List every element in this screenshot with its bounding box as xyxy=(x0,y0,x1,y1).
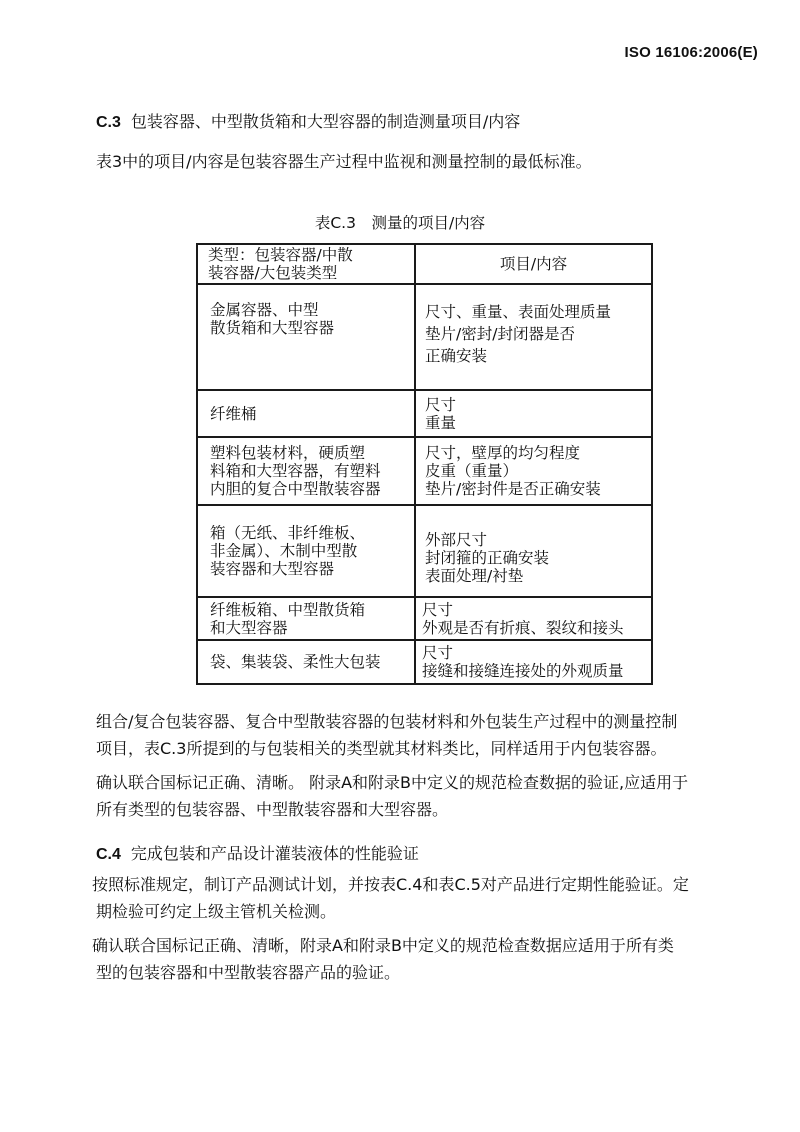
after-table-paragraph-2 xyxy=(96,769,688,823)
row-item-line: 重量 xyxy=(425,413,457,432)
row-type-line: 塑料包装材料，硬质塑 xyxy=(210,444,366,462)
paragraph-line: 确认联合国标记正确、清晰。 附录A和附录B中定义的规范检查数据的验证,应适用于 xyxy=(96,773,689,792)
row-type-line: 纤维桶 xyxy=(210,404,257,423)
row-item-line: 外观是否有折痕、裂纹和接头 xyxy=(422,618,624,637)
row-items-cell xyxy=(415,597,652,640)
section-c4-heading xyxy=(96,844,419,865)
row-type-line: 非金属）、木制中型散 xyxy=(210,542,358,560)
header-type-line: 类型：包装容器/中散 xyxy=(208,246,353,264)
header-type-cell xyxy=(197,244,415,284)
row-item-line: 正确安装 xyxy=(425,347,488,365)
header-type-line: 装容器/大包装类型 xyxy=(208,264,338,282)
section-c4-paragraph-1 xyxy=(92,871,689,925)
row-item-line: 皮重（重量） xyxy=(425,462,519,480)
table-row xyxy=(197,640,652,684)
row-items-cell xyxy=(415,640,652,684)
row-type-line: 箱（无纸、非纤维板、 xyxy=(210,524,366,542)
row-item-line: 尺寸 xyxy=(425,395,457,414)
row-type-cell xyxy=(197,505,415,597)
row-type-line: 袋、集装袋、柔性大包装 xyxy=(210,653,381,671)
section-c4-number: C.4 xyxy=(96,846,121,863)
paragraph-line: 组合/复合包装容器、复合中型散装容器的包装材料和外包装生产过程中的测量控制 xyxy=(96,712,678,731)
row-item-line: 尺寸，壁厚的均匀程度 xyxy=(425,444,581,462)
row-item-line: 垫片/密封/封闭器是否 xyxy=(425,325,575,343)
table-row xyxy=(197,437,652,505)
header-items-cell xyxy=(415,244,652,284)
row-item-line: 尺寸 xyxy=(422,600,454,619)
measurement-table xyxy=(196,243,653,685)
table-caption: 表C.3 测量的项目/内容 xyxy=(314,214,486,232)
section-c4-title: 完成包装和产品设计灌装液体的性能验证 xyxy=(130,844,419,863)
row-type-cell xyxy=(197,284,415,390)
row-item-line: 垫片/密封件是否正确安装 xyxy=(425,480,601,498)
row-items-cell xyxy=(415,437,652,505)
table-row xyxy=(197,597,652,640)
paragraph-line: 确认联合国标记正确、清晰，附录A和附录B中定义的规范检查数据应适用于所有类 xyxy=(92,936,674,955)
row-type-line: 装容器和大型容器 xyxy=(210,560,335,578)
paragraph-line: 型的包装容器和中型散装容器产品的验证。 xyxy=(96,963,401,982)
row-items-cell xyxy=(415,505,652,597)
row-items-cell xyxy=(415,390,652,437)
standard-id: ISO 16106:2006(E) xyxy=(624,44,758,61)
section-c3-title: 包装容器、中型散货箱和大型容器的制造测量项目/内容 xyxy=(130,112,521,131)
after-table-paragraph-1 xyxy=(96,708,677,762)
row-type-cell xyxy=(197,390,415,437)
section-c3-intro: 表3中的项目/内容是包装容器生产过程中监视和测量控制的最低标准。 xyxy=(96,152,592,171)
row-type-cell xyxy=(197,640,415,684)
table-row xyxy=(197,284,652,390)
row-type-line: 金属容器、中型 xyxy=(210,301,319,319)
row-type-line: 内胆的复合中型散装容器 xyxy=(210,480,381,498)
row-type-cell xyxy=(197,597,415,640)
row-item-line: 尺寸、重量、表面处理质量 xyxy=(425,303,612,321)
header-items-label: 项目/内容 xyxy=(499,255,568,273)
row-item-line: 接缝和接缝连接处的外观质量 xyxy=(422,662,624,680)
row-item-line: 外部尺寸 xyxy=(425,531,488,549)
table-header-row xyxy=(197,244,652,284)
row-item-line: 尺寸 xyxy=(422,644,454,662)
table-row xyxy=(197,505,652,597)
section-c4-paragraph-2 xyxy=(92,932,674,986)
section-c3-heading xyxy=(96,112,520,133)
paragraph-line: 项目，表C.3所提到的与包装相关的类型就其材料类比，同样适用于内包装容器。 xyxy=(96,739,667,758)
paragraph-line: 所有类型的包装容器、中型散装容器和大型容器。 xyxy=(96,800,449,819)
row-type-cell xyxy=(197,437,415,505)
row-item-line: 表面处理/衬垫 xyxy=(425,567,524,585)
row-type-line: 纤维板箱、中型散货箱 xyxy=(210,600,366,619)
section-c3-number: C.3 xyxy=(96,114,121,131)
row-items-cell xyxy=(415,284,652,390)
paragraph-line: 期检验可约定上级主管机关检测。 xyxy=(96,902,337,921)
row-type-line: 和大型容器 xyxy=(210,618,288,637)
row-item-line: 封闭箍的正确安装 xyxy=(425,549,550,567)
table-row xyxy=(197,390,652,437)
paragraph-line: 按照标准规定，制订产品测试计划，并按表C.4和表C.5对产品进行定期性能验证。定 xyxy=(92,875,689,894)
row-type-line: 散货箱和大型容器 xyxy=(210,319,335,337)
row-type-line: 料箱和大型容器，有塑料 xyxy=(210,462,381,480)
